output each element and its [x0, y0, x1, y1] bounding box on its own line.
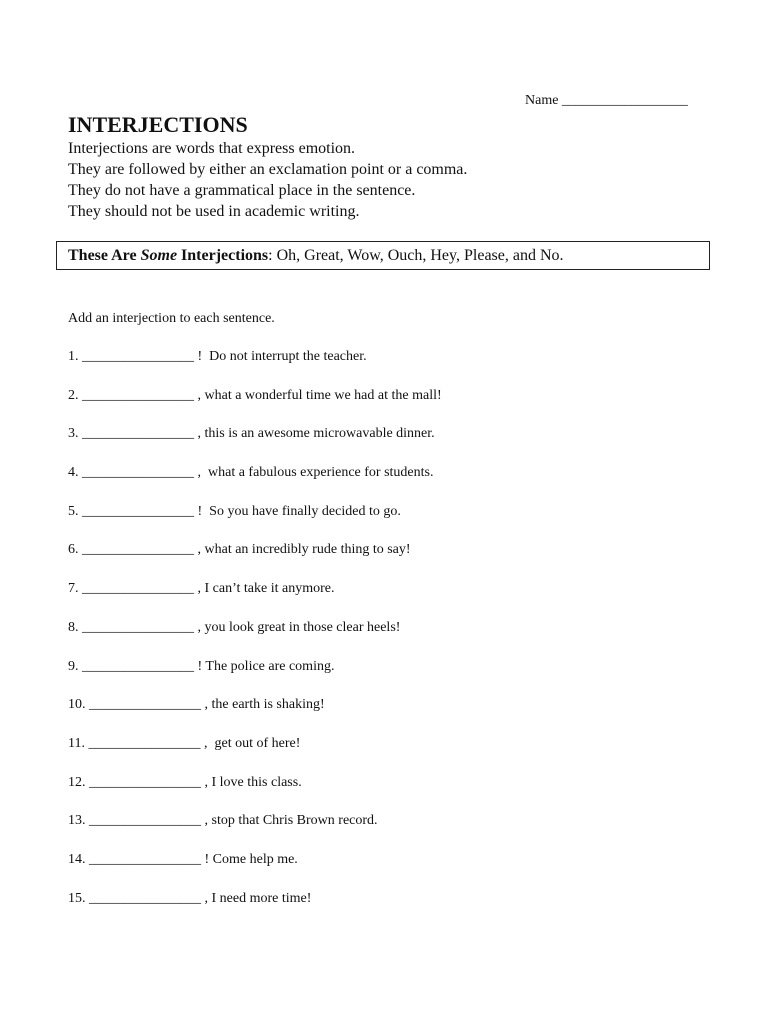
exercise-item: 5. ________________ ! So you have finally decided to go.: [68, 503, 401, 519]
exercise-item: 6. ________________ , what an incredibly rude thing to say!: [68, 542, 411, 558]
interjections-box: [56, 241, 710, 270]
worksheet-title: INTERJECTIONS: [68, 112, 248, 137]
instruction-text: Add an interjection to each sentence.: [68, 311, 275, 326]
exercise-item: 2. ________________ , what a wonderful time we had at the mall!: [68, 387, 442, 403]
exercise-list: [68, 348, 442, 928]
name-field-label: Name __________________: [525, 93, 688, 108]
exercise-item: 7. ________________ , I can’t take it anymore.: [68, 581, 335, 597]
exercise-item: 11. ________________ , get out of here!: [68, 735, 301, 751]
exercise-item: 4. ________________ , what a fabulous experience for students.: [68, 465, 434, 481]
exercise-item: 9. ________________ ! The police are coming.: [68, 658, 335, 674]
intro-line: They are followed by either an exclamation point or a comma.: [68, 161, 468, 178]
intro-text: [68, 138, 467, 222]
box-label-part: These Are: [68, 247, 141, 264]
intro-line: They should not be used in academic writing.: [68, 203, 360, 220]
exercise-item: 12. ________________ , I love this class.: [68, 774, 302, 790]
exercise-item: 13. ________________ , stop that Chris Brown record.: [68, 813, 378, 829]
box-label-emphasis: Some: [140, 247, 178, 264]
box-label-part: Interjections: [177, 247, 269, 264]
exercise-item: 1. ________________ ! Do not interrupt the teacher.: [68, 349, 367, 364]
exercise-item: 3. ________________ , this is an awesome microwavable dinner.: [68, 426, 435, 442]
exercise-item: 10. ________________ , the earth is shaking!: [68, 697, 325, 713]
exercise-item: 14. ________________ ! Come help me.: [68, 851, 298, 867]
intro-line: They do not have a grammatical place in the sentence.: [68, 182, 416, 199]
intro-line: Interjections are words that express emotion.: [68, 140, 356, 157]
exercise-item: 8. ________________ , you look great in those clear heels!: [68, 619, 401, 635]
box-interjection-list: : Oh, Great, Wow, Ouch, Hey, Please, and No.: [268, 247, 564, 264]
exercise-item: 15. ________________ , I need more time!: [68, 890, 312, 906]
